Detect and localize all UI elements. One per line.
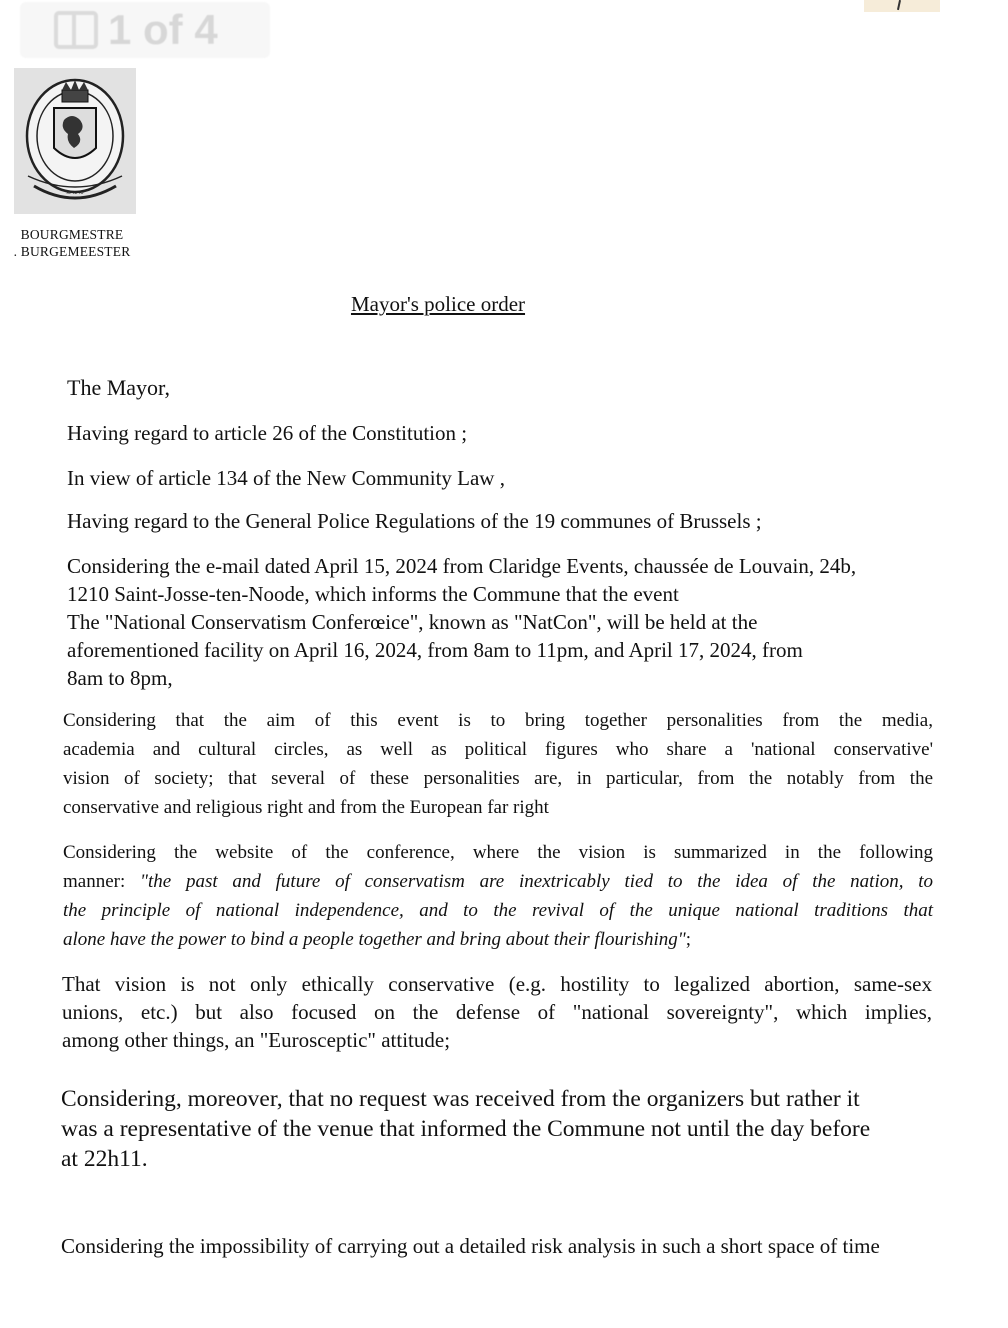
text-line — [63, 925, 933, 954]
text-line: at 22h11. — [61, 1146, 148, 1172]
corner-mark — [864, 0, 940, 12]
text-line: conservative and religious right and from the European far right — [63, 797, 549, 818]
text-line: That vision is not only ethically conservative (e.g. hostility to legalized abortion, same-sex — [62, 972, 932, 996]
office-title-french: BOURGMESTRE — [20, 227, 124, 242]
text-line: 1210 Saint-Josse-ten-Noode, which informs the Commune that the event — [67, 582, 679, 606]
text-line — [63, 867, 933, 896]
clause-article-134: In view of article 134 of the New Community Law , — [67, 466, 505, 490]
text-line: academia and cultural circles, as well as political figures who share a 'national conservative' — [63, 739, 933, 760]
clause-police-regulations: Having regard to the General Police Regulations of the 19 communes of Brussels ; — [67, 509, 762, 533]
text-line: was a representative of the venue that informed the Commune not until the day before — [61, 1116, 871, 1142]
text-line: unions, etc.) but also focused on the defense of "national sovereignty", which implies, — [62, 1000, 932, 1024]
svg-text:~ ~ ~: ~ ~ ~ — [66, 189, 84, 198]
quote-segment: alone have the power to bind a people together and bring about their flourishing" — [63, 929, 686, 950]
text-line: Considering, moreover, that no request was received from the organizers but rather it — [61, 1086, 860, 1112]
text-line: 8am to 8pm, — [67, 666, 173, 690]
text-line: The "National Conservatism Conferœice", known as "NatCon", will be held at the — [67, 610, 758, 634]
page-count: 1 of 4 — [108, 6, 218, 53]
clause-email — [67, 552, 957, 692]
seal-graphic — [14, 68, 136, 214]
letterhead-office — [8, 226, 136, 260]
document-title: Mayor's police order — [350, 292, 526, 316]
text-line: vision of society; that several of these personalities are, in particular, from the notably from the — [63, 768, 933, 789]
clause-website-vision — [63, 838, 933, 954]
clause-event-aim — [63, 706, 933, 822]
text-segment: manner: — [63, 871, 141, 892]
clause-article-26: Having regard to article 26 of the Constitution ; — [67, 421, 468, 445]
salutation: The Mayor, — [67, 375, 170, 400]
commune-seal-icon — [14, 68, 136, 214]
text-line — [63, 896, 933, 925]
text-line: Considering the e-mail dated April 15, 2024 from Claridge Events, chaussée de Louvain, 24b, — [67, 554, 857, 578]
office-title-dutch: . BURGEMEESTER — [13, 244, 131, 259]
text-line: Considering that the aim of this event is to bring together personalities from the media, — [63, 710, 933, 731]
quote-segment: the principle of national independence, and to the revival of the unique national traditions that — [63, 900, 933, 921]
quote-segment: "the past and future of conservatism are inextricably tied to the idea of the nation, to — [140, 871, 933, 892]
page-indicator[interactable] — [20, 2, 270, 58]
clause-risk-analysis: Considering the impossibility of carrying out a detailed risk analysis in such a short space of time — [61, 1234, 880, 1258]
text-line: Considering the website of the conference, where the vision is summarized in the following — [63, 842, 933, 863]
clause-vision-analysis — [62, 970, 932, 1054]
text-line: aforementioned facility on April 16, 2024, from 8am to 11pm, and April 17, 2024, from — [67, 638, 803, 662]
text-segment: ; — [685, 929, 692, 950]
text-line: among other things, an "Eurosceptic" attitude; — [62, 1028, 451, 1052]
clause-no-request — [61, 1084, 976, 1174]
book-icon — [54, 11, 98, 49]
